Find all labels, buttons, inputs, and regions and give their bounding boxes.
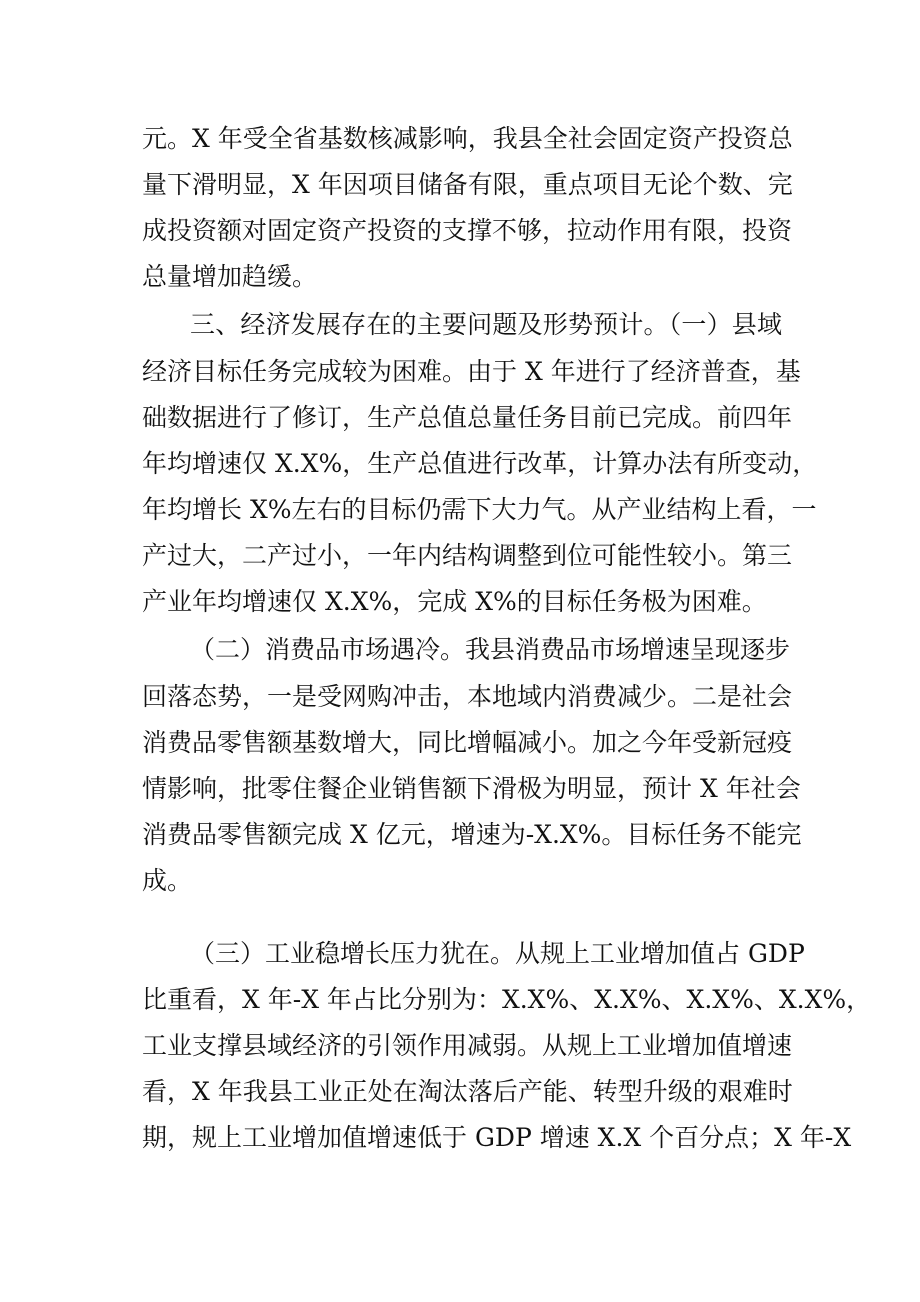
text-line: 量下滑明显，X 年因项目储备有限，重点项目无论个数、完 [142,170,793,199]
text-line: 消费品零售额基数增大，同比增幅减小。加之今年受新冠疫 [142,728,793,757]
subsection-heading-line: （三）工业稳增长压力犹在。从规上工业增加值占 GDP [190,939,805,968]
text-line: 比重看，X 年-X 年占比分别为：X.X%、X.X%、X.X%、X.X%， [142,985,872,1014]
text-line: 元。X 年受全省基数核减影响，我县全社会固定资产投资总 [142,124,793,153]
text-line: 产业年均增速仅 X.X%，完成 X%的目标任务极为困难。 [142,587,767,616]
text-line: 看，X 年我县工业正处在淘汰落后产能、转型升级的艰难时 [142,1077,793,1106]
section-heading-line: 三、经济发展存在的主要问题及形势预计。（一）县域 [190,310,782,339]
text-line: 回落态势，一是受网购冲击，本地域内消费减少。二是社会 [142,682,793,711]
subsection-heading-line: （二）消费品市场遇冷。我县消费品市场增速呈现逐步 [190,635,791,664]
text-line: 期，规上工业增加值增速低于 GDP 增速 X.X 个百分点；X 年-X [142,1123,852,1152]
text-line: 工业支撑县域经济的引领作用减弱。从规上工业增加值增速 [142,1031,793,1060]
text-line: 年均增长 X%左右的目标仍需下大力气。从产业结构上看，一 [142,495,817,524]
text-line: 总量增加趋缓。 [142,262,318,291]
text-line: 年均增速仅 X.X%，生产总值进行改革，计算办法有所变动， [142,449,818,478]
text-line: 消费品零售额完成 X 亿元，增速为-X.X%。目标任务不能完 [142,820,802,849]
text-line: 产过大，二产过小，一年内结构调整到位可能性较小。第三 [142,541,793,570]
text-line: 成。 [142,866,193,895]
text-line: 成投资额对固定资产投资的支撑不够，拉动作用有限，投资 [142,216,793,245]
text-line: 础数据进行了修订，生产总值总量任务目前已完成。前四年 [142,403,793,432]
text-line: 经济目标任务完成较为困难。由于 X 年进行了经济普查，基 [142,357,801,386]
text-line: 情影响，批零住餐企业销售额下滑极为明显，预计 X 年社会 [142,774,801,803]
